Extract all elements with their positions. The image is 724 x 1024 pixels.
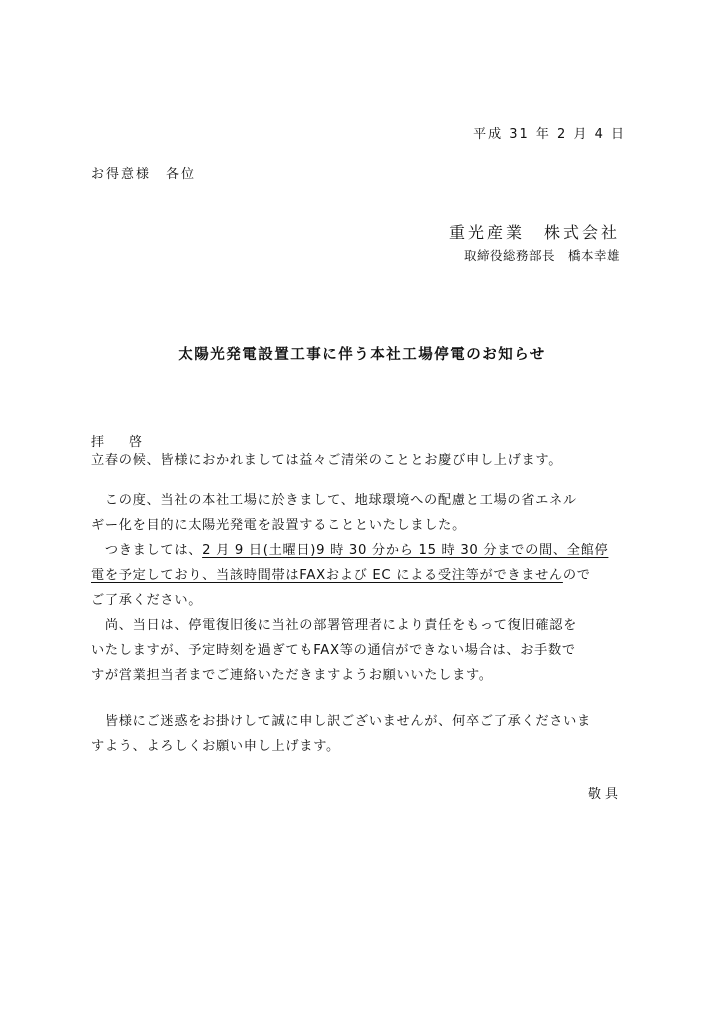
paragraph-3-line-3: すが営業担当者までご連絡いただきますようお願いいたします。 bbox=[91, 668, 493, 683]
outage-impact-highlight: 電を予定しており、当該時間帯はFAXおよび EC による受注等ができません bbox=[91, 568, 563, 583]
paragraph-3-line-1: 尚、当日は、停電復旧後に当社の部署管理者により責任をもって復旧確認を bbox=[91, 618, 578, 633]
closing-salutation: 敬具 bbox=[587, 787, 622, 802]
paragraph-1-line-1: この度、当社の本社工場に於きまして、地球環境への配慮と工場の省エネル bbox=[91, 493, 577, 508]
paragraph-1-line-2: ギー化を目的に太陽光発電を設置することといたしました。 bbox=[91, 518, 466, 533]
paragraph-2-tail: ので bbox=[562, 568, 591, 583]
signer-name: 取締役総務部長 橋本幸雄 bbox=[463, 248, 620, 263]
outage-period-highlight: 2 月 9 日(土曜日)9 時 30 分から 15 時 30 分までの間、全館停 bbox=[202, 543, 609, 558]
company-name: 重光産業 株式会社 bbox=[448, 223, 620, 242]
paragraph-2-lead: つきましては、 bbox=[91, 543, 203, 558]
recipient-line: お得意様 各位 bbox=[91, 167, 197, 182]
paragraph-4-line-1: 皆様にご迷惑をお掛けして誠に申し訳ございませんが、何卒ご了承くださいま bbox=[91, 714, 591, 729]
paragraph-4-line-2: すよう、よろしくお願い申し上げます。 bbox=[91, 739, 340, 754]
paragraph-3-line-2: いたしますが、予定時刻を過ぎてもFAX等の通信ができない場合は、お手数で bbox=[91, 643, 576, 658]
opening-salutation: 拝 啓 bbox=[91, 435, 149, 450]
paragraph-2-line-2 bbox=[91, 567, 591, 585]
paragraph-2-line-1 bbox=[91, 542, 608, 560]
seasonal-greeting: 立春の候、皆様におかれましては益々ご清栄のこととお慶び申し上げます。 bbox=[91, 453, 563, 468]
letter-date: 平成 31 年 2 月 4 日 bbox=[473, 127, 626, 142]
paragraph-2-line-3: ご了承ください。 bbox=[91, 593, 203, 608]
notice-title: 太陽光発電設置工事に伴う本社工場停電のお知らせ bbox=[178, 347, 546, 363]
